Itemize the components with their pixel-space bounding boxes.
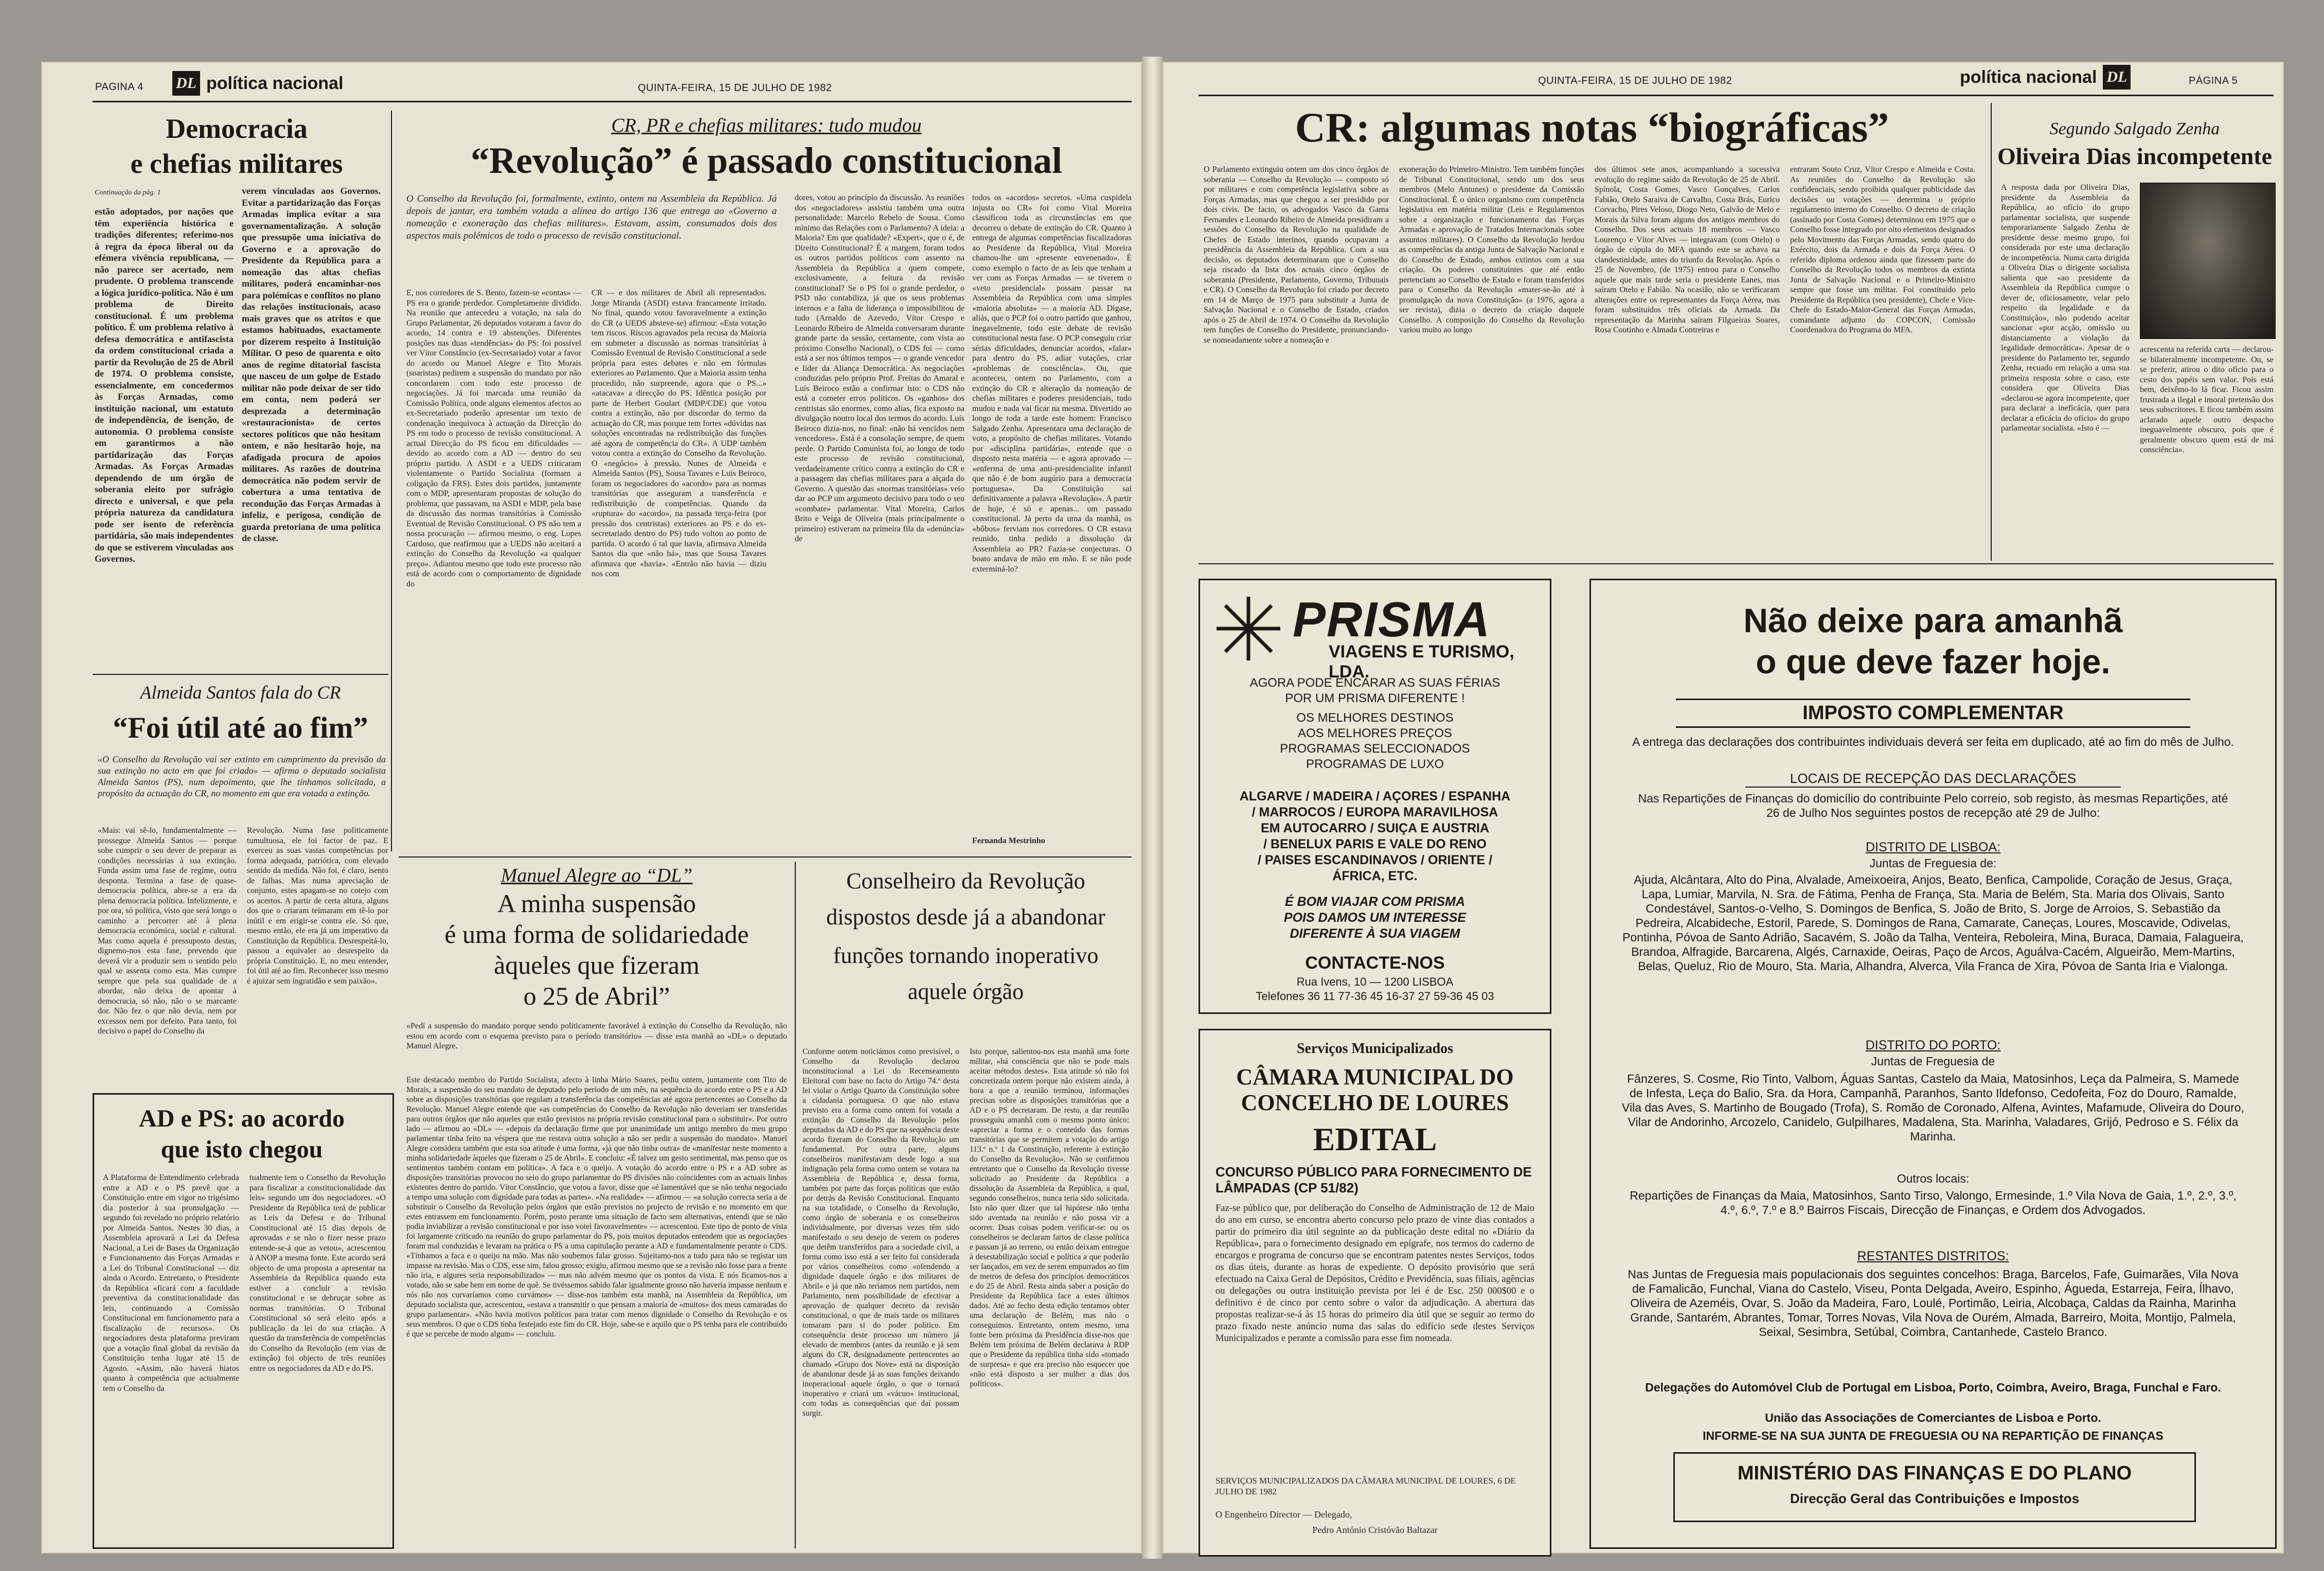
imposto-uniao: União das Associações de Comerciantes de Lisboa e Porto.	[1765, 1411, 2101, 1424]
prisma-address: Rua Ivens, 10 — 1200 LISBOA	[1296, 975, 1454, 988]
conselheiro-headline-2: dispostos desde já a abandonar	[826, 904, 1105, 930]
camara-title-2: CONCELHO DE LOURES	[1241, 1090, 1509, 1115]
prisma-contact: CONTACTE-NOS	[1305, 953, 1445, 973]
zenha-col-1: A resposta dada por Oliveira Dias, presidente da Assembleia da República, ao ofício do grupo parlamentar socialista, que suspende temporariamente Salgado Zenha de presidente desse mesmo grupo, foi considerada por este uma declaração de incompetência. Numa carta dirigida a Oliveira Dias o dirigente socialista salienta que «ao presidente da Assembleia da República cumpre o dever de, oficiosamente, velar pelo respeito da legalidade e da Constituição», não podendo aceitar sancionar «por acção, omissão ou distanciamento a violação da legalidade democrática». Apesar de o presidente do Parlamento ter, segundo Zenha, recuado em relação a uma sua primeira resposta sobre o caso, este considera que Oliveira Dias «declarou-se agora incompetente, quer para declarar a ineficácia, quer para declarar a eficácia do ofício» do grupo parlamentar socialista. «Isto é —	[2001, 183, 2130, 433]
dl-logo: DL	[2103, 65, 2131, 90]
prisma-slogan: É BOM VIAJAR COM PRISMA POIS DAMOS UM INTERESSE DIFERENTE À SUA VIAGEM	[1283, 895, 1467, 941]
revolucao-col-4: todos os «acordos» secretos. «Uma cuspidela injusta no CR» foi como Vital Moreira classificou toda as circunstâncias em que decorreu o debate de extinção do CR. Quanto à entrega de algumas competências fiscalizadoras ao Presidente da República, Vital Moreira chamou-lhe um «presente envenenado». É como exemplo o facto de as leis que tenham a ver com as Forças Armadas — se tiverem o «veto presidencial» possam passar na Assembleia da República com uma simples «maioria absoluta» — a maioria AD. Digase, aliás, que o PCP foi o outro partido que ganhou, inegavelmente, todo este debate de revisão constitucional nesta fase. O PCP conseguiu criar sérias dificuldades, denunciar acordos, «falar» para dentro do PS, adiar votações, criar «problemas de consciência». Ou, que aconteceu, ontem no Parlamento, com a extinção do CR e alteração da nomeação de chefias militares e poderes presidenciais, tudo mudou e nada vai ficar na mesma. Divertido ao longo de toda a tarde este homem: Francisco Salgado Zenha. Apresentara uma declaração de voto, a propósito de chefias militares. Votando por «disciplina partidária», entende que o disposto nesta matéria — e agora aprovado — «enferma de uma anti-presidencialite infantil que não é de bom augúrio para a democracia portuguesa». Da Constituição sai definitivamente a palavra «Revolução». A partir de hoje, é só e apenas... um passado constitucional. Já perto da uma da manhã, os «bôbos» ferviam nos corredores. O CR estava reunido, tinha pedido a dissolução da Assembleia ao PR? Fazia-se conjecturas. O boato andava de mão em mão. E se não pode exterminá-lo?	[972, 193, 1132, 574]
imposto-title: IMPOSTO COMPLEMENTAR	[1676, 699, 2190, 728]
dl-logo: DL	[172, 71, 200, 96]
revolucao-byline: Fernanda Mestrinho	[972, 836, 1045, 845]
left-top-rule	[93, 101, 1132, 102]
camara-edital: EDITAL	[1313, 1121, 1437, 1157]
restantes-title: RESTANTES DISTRITOS:	[1857, 1249, 2009, 1263]
lisboa-sub: Juntas de Freguesia de:	[1869, 856, 1997, 870]
camara-sign-3: Pedro António Cristóvão Baltazar	[1312, 1525, 1438, 1535]
conselheiro-headline-3: funções tornando inoperativo	[833, 943, 1099, 968]
imposto-headline-2: o que deve fazer hoje.	[1756, 642, 2111, 681]
prisma-phones: Telefones 36 11 77-36 45 16-37 27 59-36 45 03	[1256, 990, 1494, 1003]
col-divider	[1991, 103, 1992, 561]
restantes-list: Nas Juntas de Freguesia mais populacionais dos seguintes concelhos: Braga, Barcelos, Fafe, Guimarães, Vila Nova de Famalicão, Funchal, Viana do Castelo, Viseu, Ponta Delgada, Aveiro, Espinho, Águeda, Estarreja, Feira, Ílhavo, Oliveira de Azeméis, Ovar, S. João da Madeira, Faro, Loulé, Portimão, Leiria, Alcobaça, Caldas da Rainha, Marinha Grande, Santarém, Abrantes, Tomar, Torres Novas, Vila Nova de Ourém, Almada, Barreiro, Moita, Montijo, Palmela, Seixal, Sesimbra, Setúbal, Coimbra, Cantanhede, Castelo Branco.	[1628, 1267, 2239, 1338]
camara-body: Faz-se público que, por deliberação do Conselho de Administração de 12 de Maio do ano em curso, se encontra aberto concurso pelo prazo de vinte dias contados a partir do primeiro dia útil seguinte ao da publicação deste edital no «Diário da República», para o fornecimento designado em epígrafe, nos termos do caderno de encargos e programa de concurso que se encontram patentes nestes Serviços, todos os dias úteis, durante as horas de expediente. O depósito provisório que será efectuado na Caixa Geral de Depósitos, Crédito e Previdência, suas filiais, agências ou delegações ou outra instituição prevista por lei é de Esc. 250 000$00 e o definitivo é de cinco por cento sobre o valor da adjudicação. A abertura das propostas realizar-se-á às 15 horas do primeiro dia útil que se seguir ao termo do prazo fixado neste anúncio numa das salas do edifício sede destes Serviços Municipalizados e perante a comissão para esse fim nomeada.	[1215, 1203, 1534, 1344]
zenha-kicker: Segundo Salgado Zenha	[2049, 119, 2220, 138]
revolucao-col-2: CR — e dos militares de Abril ali representados. Jorge Miranda (ASDI) estava francamente irritado. No final, quando votou favoravelmente a extinção do CR (a UEDS absteve-se) afirmou: «Esta votação tem riscos. Riscos agravados pela recusa da Maioria em submeter a discussão as normas transitórias à Comissão Eventual de Revisão Constitucional a sede própria para estes debates e não em fórmulas exteriores ao Parlamento. Que a Maioria assim tenha procedido, não surpreende, agora que o PS...» «atacava» a direcção do PS. Idêntica posição por parte de Herbert Goulart (MDP/CDE) que votou contra a extinção, não por discordar do termo da actuação do CR, mas porque tem fortes «dúvidas nas soluções encontradas na redistribuição das funções até agora de competência do CR». A UDP também votou contra a extinção do Conselho da Revolução. O «negócio» à pressão. Nunes de Almeida e Almeida Santos (PS), Sousa Tavares e Luís Beiroco, foram os negociadores do «acordo» para as normas transitórias que asseguram a transferência e redistribuição de competências. Quando da «ruptura» do «acordo», na passada terça-feira (por pressão dos centristas) exteriores ao PS e do ex-secretariado dentro do PS) tudo voltou ao ponto de partida. O acordo ó tal que havia, afirmava Almeida Santos dia que «não há», mas que Sousa Tavares afirmava que «havia». «Entrão não havia — diziu nos com	[592, 289, 766, 578]
alegre-headline-4: o 25 de Abril”	[523, 981, 670, 1010]
ad-ps-col-1: A Plataforma de Entendimento celebrada entre a AD e o PS prevê que a Constituição entre em vigor no trigésimo dia posterior à sua promulgação — segundo foi revelado no próprio relatório por Almeida Santos. Nestes 30 dias, a Assembleia aprovará a Lei da Defesa Nacional, a Lei de Bases da Organização e Funcionamento das Forças Armadas e a Lei do Tribunal Constitucional — diz ainda o Acordo. Entretanto, o Presidente da República «ficará com a faculdade preventiva da constitucionalidade das leis, continuando a Comissão Constitucional em funcionamento para a fiscalização de recursos». Os negociadores desta plataforma previram que a votação final global da revisão da Constituição tenha lugar até 15 de Agosto. «Assim, não haverá hiatos quanto à competência que actualmente tem o Conselho da	[103, 1173, 239, 1393]
prisma-subtitle: VIAGENS E TURISMO, LDA.	[1329, 642, 1514, 682]
imposto-informe: INFORME-SE NA SUA JUNTA DE FREGUESIA OU NA REPARTIÇÃO DE FINANÇAS	[1703, 1429, 2164, 1442]
camara-loures-edital	[1199, 1029, 1551, 1557]
almeida-lead: «O Conselho da Revolução vai ser extinto em cumprimento da previsão da sua extinção no acto em que foi criado» — afirma o deputado socialista Almeida Santos (PS), num depoimento, que lhe tínhamos solicitado, a propósito da actuação do CR, no momento em que era votada a extinção.	[98, 754, 386, 798]
conselheiro-headline-4: aquele órgão	[907, 979, 1024, 1004]
camara-concurso: CONCURSO PÚBLICO PARA FORNECIMENTO DE LÂMPADAS (CP 51/82)	[1215, 1164, 1532, 1195]
left-section-header	[172, 71, 343, 96]
right-top-rule	[1199, 95, 2274, 96]
revolucao-headline: “Revolução” é passado constitucional	[470, 140, 1063, 181]
prisma-intro: AGORA PODE ENCARAR AS SUAS FÉRIAS POR UM PRISMA DIFERENTE ! OS MELHORES DESTINOS AOS MELHORES PREÇOS PROGRAMAS SELECCIONADOS PROGRAMAS DE LUXO	[1249, 676, 1500, 771]
imposto-locais: LOCAIS DE RECEPÇÃO DAS DECLARAÇÕES	[1745, 771, 2121, 788]
lisboa-title: DISTRITO DE LISBOA:	[1865, 840, 2001, 854]
right-section-header	[1960, 65, 2131, 90]
ad-ps-headline-2: que isto chegou	[160, 1136, 323, 1163]
camara-top: Serviços Municipalizados	[1296, 1041, 1454, 1057]
democracia-headline-2: e chefias militares	[130, 148, 343, 179]
porto-sub: Juntas de Freguesia de	[1871, 1055, 1995, 1068]
zenha-portrait-photo	[2140, 183, 2276, 339]
revolucao-col-3: dores, votou ao princípio da discussão. As reuniões dos «negociadores» assistiu também uma outra personalidade: Marcelo Rebelo de Sousa. Como mínimo das Relações com o Parlamento? A ideia: a Maioria? Em que qualidade? «Expert», que o é, de Direito Constitucional? É a margem, foram todos os outros partidos políticos com assento na Assembleia da República a quem compete, exclusivamente, a feitura da revisão constitucional? Se o PS foi o grande perdedor, o PSD não contabiliza, já que os seus problemas internos e a falta de liderança o impossibilitou de tudo (Arnaldo de Azevedo, Vítor Crespo e Leonardo Ribeiro de Almeida conversaram durante grande parte da sessão, certamente, com vista ao próximo Conselho Nacional), o CDS foi — como está a ser nos últimos tempos — o grande vencedor e líder da Aliança Democrática. As negociações conduzidas pelo próprio Prof. Freitas do Amaral e Luís Beiroco estão a confirmar isto: o CDS não está a cometer erros políticos. Os «ganhos» dos centristas são enormes, como alias, fica exposto na divulgação noutro local dos termos do acordo. Luís Beiroco dizia-nos, no final: «não há vencidos nem vencedores». Está é a consolação sempre, de quem perde. O Partido Comunista foi, ao longo de todo este processo de revisão constitucional, verdadeiramente crítico contra a extinção do CR e a passagem das chefias militares para a alçada do Governo. A questão das «normas transitórias» veio dar ao PCP um argumento decisivo para todo o seu «combate» parlamentar. Vital Moreira, Carlos Brito e Veiga de Oliveira (mais principalmente o primeiro) estiveram na primeira fila da «denúncia» de	[795, 193, 964, 543]
lisboa-list: Ajuda, Alcântara, Alto do Pina, Alvalade, Ameixoeira, Anjos, Beato, Benfica, Campolide, Coração de Jesus, Graça, Lapa, Lumiar, Marvila, N. Sra. de Fátima, Penha de França, Sta. Maria de Belém, Sta. Maria dos Olivais, Santo Condestável, Santos-o-Velho, S. Domingos de Benfica, S. João de Brito, S. Jorge de Arroios, S. Sebastião da Pedreira, Alcabideche, Estoril, Parede, S. Domingos de Rana, Camarate, Caneças, Loures, Moscavide, Odivelas, Pontinha, Póvoa de Santo Adrião, Sacavém, S. João da Talha, Venteira, Reboleira, Mina, Buraca, Damaia, Falagueira, Brandoa, Alfragide, Barcarena, Algés, Carnaxide, Oeiras, Paço de Arcos, Aguálva-Cacém, Algueirão, Mem-Martins, Belas, Queluz, Rio de Mouro, Sta. Maria, Alhandra, Alverca, Vila Franca de Xira, Póvoa de Santa Iria e Vialonga.	[1622, 873, 2244, 973]
alegre-body: Este destacado membro do Partido Socialista, afecto à linha Mário Soares, pediu ontem, juntamente com Tito de Morais, a suspensão do seu mandato de deputado pelo período de um mês, na sequência do acordo entre o PS e a AD sobre as disposições transitórias que regulam a transferência das competências até agora pertencentes ao Conselho da Revolução. Manuel Alegre entende que «as competências do Conselho da Revolução não deveriam ser transferidas para outros órgãos que não aqueles que estão previstos na própria revisão constitucional para o substituir». Por outro lado — afirmou ao «DL» — «depois da declaração firme que por unanimidade um antigo membro do meu grupo parlamentar tinha feito na véspera que me restava outra solução a não ser pedir a suspensão do mandato». Manuel Alegre considera também que esta sua atitude é uma forma, «já que não tinha outra» de «manifestar neste momento a minha solidariedade àqueles que fizeram o 25 de Abril». E concluiu: «É talvez um gesto sentimental, mas penso que os sentimentos também contam em política». A faca e o queijo. A votação do acordo entre o PS e a AD sobre as disposições transitórias provocou no seio do grupo parlamentar do PS divisões não coincidentes com as actuais linhas existentes dentro do partido. Vítor Constâncio, que votou a favor, disse que «é lamentável que se não tenha negociado a tempo uma solução com dignidade para todas as partes». «Na realidade» — afirmou — «a solução correcta seria a de substituir o Conselho da Revolução pelos órgãos que estão previstos no projecto de revisão e no momento em que estes entrassem em funcionamento. Porém, posto perante uma situação de facto sem alternativas, entendi que se não podia inviabilizar a revisão constitucional e por isso votei favoravelmente» — acrescentou. Este tipo de ponto de vista foi largamente criticado na reunião do grupo parlamentar do PS, pois muitos deputados entendem que as negociações foram mal conduzidas e levaram na prática o PS a uma capitulação perante a AD e fundamentalmente perante o CDS. «Tínhamos a faca e o queijo na mão. Mas não soubemos falar grosso. Sujeitamo-nos a tudo para não se registar um impasse na revisão. Mas o CDS, esse sim, falou grosso; exigiu, afirmou mesmo que se a revisão não fosse para a frente não iria, e algures seria responsabilizado» — mas não advém mesmo que os pontos da vista. E nós ficamos-nos a votado, não se sabe bem em nome de quê. Se tivéssemos sabido falar igualmente grosso não haveria impasse nenhum e nós não nos curvaríamos como curvámos» — disse-nos também esta manhã, na Assembleia da República, um deputado socialista que, acrescentou, «estava a transmitir o que pensam a maioria de «muitos» dos meus camaradas do grupo parlamentar». «Não havia motivos políticos para tratar com menos dignidade o Conselho da Revolução e os seus membros. O que o CDS tinha festejado este fim do CR. Hoje, sabe-se e aquilo que o PS tenha para ele contribuído é que se percebe de modo algum» — concluiu.	[406, 1076, 787, 1338]
democracia-col-2: verem vinculadas aos Governos. Evitar a partidarização das Forças Armadas implica evitar a sua governamentalização. A solução que pressupõe uma iniciativa do Governo e a aprovação do Presidente da República para a nomeação das altas chefias militares, poderá encaminhar-nos para polémicas e conflitos no plano das relações institucionais, acaso mais graves que os atritos e que estamos habituados, exactamente por dizerem respeito à Instituição Militar. O peso de quarenta e oito anos de regime ditatorial fascista que nasceu de um golpe de Estado militar não pode deixar de ser tido em conta, nem poderá ser desprezada a determinação «restauracionista» de certos sectores políticos que não hesitam ontem, e não hesitarão hoje, na afadigada procura de apoios militares. As razões de doutrina democrática não podem servir de cobertura a uma tentativa de recondução das Forças Armadas à infeliz, e perigosa, condição de guarda pretoriana de uma política de classe.	[242, 186, 381, 543]
rule	[1199, 563, 2274, 564]
cr-col-4: entraram Souto Cruz, Vítor Crespo e Almeida e Costa. As reuniões do Conselho da Revolução são confidenciais, sendo proibida qualquer publicidade das decisões ou votações — determina o próprio regulamento interno do Conselho. O decreto de criação (assinado por Costa Gomes) determinou em 1975 que o Conselho fosse integrado por oito elementos designados pelo Movimento das Forças Armadas, sendo quatro do Exército, dois da Armada e dois da Força Aérea. O referido diploma ordenou ainda que fizessem parte do Conselho da Revolução todos os membros da extinta Junta de Salvação Nacional e o Primeiro-Ministro sempre que fosse um militar. Foi constituído pelo Presidente da República (seu presidente), Chefe e Vice-Chefe do Estado-Maior-General das Forças Armadas, comandante adjunto do COPCON, Comissão Coordenadora do Programa do MFA.	[1790, 165, 1975, 334]
right-folio: PÁGINA 5	[2189, 75, 2238, 86]
left-date: QUINTA-FEIRA, 15 DE JULHO DE 1982	[638, 82, 832, 94]
porto-title: DISTRITO DO PORTO:	[1865, 1038, 2001, 1052]
cr-col-2: exoneração do Primeiro-Ministro. Tem também funções de Tribunal Constitucional, sendo um dos seus membros (Melo Antunes) o presidente da Comissão Constitucional. É o único organismo com competência legislativa em matéria militar (Leis e Regulamentos sobre a organização e funcionamento das Forças Armadas e aprovação de Tratados Internacionais sobre assuntos militares). O Conselho da Revolução herdou as competências da antiga Junta de Salvação Nacional e do Conselho de Estado, ambos extintos com a sua criação. Os poderes constituintes que até então pertenciam ao Conselho de Estado e foram transferidos para o Conselho da Revolução «mater-se-ão até à promulgação da nova Constituição» (a 1976, agora a ser revista), dizia o decreto da criação daquele Conselho. A composição do Conselho da Revolução variou muito ao longo	[1399, 165, 1584, 334]
zenha-col-2: acrescenta na referida carta — declarou-se bilateralmente incompetente. Ou, se se preferir, atirou o dito ofício para o cesto dos papéis sem valor. Pois está bem, deixêmo-lo lá ficar. Ficou assim frustrada a ilegal e imoral pretensão dos seus subscritores. E ficou também assim aclarado aquele outro despacho ineguavelmente obscuro, pois que é geralmente obscuro quem está de má consciência».	[2140, 345, 2274, 454]
ad-ps-col-2: tualmente tem o Conselho da Revolução para fiscalizar a constitucionalidade das leis» segundo um dos negociadores. «O Presidente da República terá de publicar as Leis da Defesa e do Tribunal Constitucional até 15 dias depois de aprovadas e se não o fizer nesse prazo entende-se-á que as vetou», acrescentou à ANOP a mesma fonte. Este acordo será objecto de uma proposta a apresentar na Assembleia da República quando esta estiver a concluir a revisão constitucional e se debruçar sobre as normas transitórias. O Tribunal Constitucional só será eleito após a publicação da lei do sua criação. A questão da transferência de competências do Conselho da Revolução (em vias de extinção) foi objecto de três reuniões entre os negociadores da AD e do PS.	[249, 1173, 386, 1373]
conselheiro-col-2: Isto porque, salientou-nos esta manhã uma forte militar, «há consciência que não se pode mais aceitar métodos destes». Esta atitude só não foi concretizada ontem porque não existem ainda, à hora a que a reunião terminou, informações precisas sobre as disposições transitórias que a AD e o PS decretaram. De resto, a dar reunião prosseguiu amanhã com o mesmo ponto único: «apreciar a forma e o conteúdo das formas transitórias que se permitem a votação do artigo 113.º n.º 1 da Constituição, referente à extinção do Conselho da Revolução». Não se confirmou entretanto que o Conselho da Revolução tivesse solicitado ao Presidente da República a dissolução da Assembleia da República, a qual, segundo conselheiros, nunca teria sido solicitada. Isto não quer dizer que tal hipótese não tenha sido aventada na reunião e não possa vir a ocorrer. Duas coisas podem verificar-se: ou os conselheiros se declaram fartos de classe política e passam já ao terreno, ou então deixam entregue à desestabilização social e política a que poderão ser lançados, em vez de serem empurrados ao fim de metros de defesa dos princípios democráticos e do 25 de Abril. Resta ainda saber a posição do Presidente da República face a estes últimos dados. Até ao fecho desta edição tentamos obter uma declaração de Belém, mas não o conseguimos. Entretanto, ontem mesmo, uma fonte bem próxima da Presidência disse-nos que Belém tem próxima de Belém declarava à RDP que o Presidente da república tinha sido «tomado de surpresa» e que era preciso não esquecer que «não está disposto a ser mulher a dias dos políticos».	[970, 1047, 1129, 1388]
prisma-advertisement	[1199, 579, 1551, 1014]
democracia-col-1: estão adoptados, por nações que têm experiência histórica e tradições diferentes; referimo-nos à regra da época liberal ou da efémera vivência republicana, — não parece ser acertado, nem prudente. O problema transcende a lógica jurídico-política. Não é um problema de Direito constitucional. É um problema político. É um problema relativo à defesa democrática e antifascista da ordem constitucional criada a partir da Revolução de 25 de Abril de 1974. O problema consiste, essencialmente, em concedermos às Forças Armadas, como instituição nacional, um estatuto de independência, de isenção, de autonomia. O problema consiste em garantirmos a não partidarização das Forças Armadas. As Forças Armadas dependendo de um órgão de soberania eleito por sufrágio directo e universal, e que pela própria natureza da candidatura pode ser isento de referência partidária, são mais independentes do que se estiverem vinculadas aos Governos.	[95, 206, 234, 564]
almeida-col-1: «Mais: vai sê-lo, fundamentalmente — prossegue Almeida Santos — porque sobe cumprir o seu dever de preparar as condições necessárias à sua extinção. Funda assim uma fase de regime, outra desponta. Termina a fase de quase-democracia política, abre-se a era da plena democracia política. Infelizmente, e por ora, só política, visto que será longo o caminho a percorrer até à plena democracia económica, social e cultural. Mas como aquela é pressuposto destas, dignemo-nos esta fase, prevendo que deverá vir a produzir sem o sentido pelo qual se assenta como esta. Mas cumpre sempre que pela sua qualidade de a abordar, não deixa de apontar à democracia, só não, não o se marcante dor. Não fez o que não devia, nem por excessos nem por defeito. Para tanto, foi decisivo o papel do Conselho da	[98, 826, 237, 1036]
revolucao-lead: O Conselho da Revolução foi, formalmente, extinto, ontem na Assembleia da República. Já depois de jantar, era também votada a alínea do artigo 136 que entrega ao «Governo a nomeação e exoneração das chefias militares». Estavam, assim, consumados dois dos aspectos mais polémicos de todo o processo de revisão constitucional.	[406, 193, 777, 241]
porto-list: Fânzeres, S. Cosme, Rio Tinto, Valbom, Águas Santas, Castelo da Maia, Matosinhos, Leça da Palmeira, S. Mamede de Infesta, Leça do Balio, Sra. da Hora, Campanhã, Paranhos, Santo Ildefonso, Cedofeita, Foz do Douro, Ramalde, Vila das Aves, S. Martinho de Bougado (Trofa), S. Romão de Coronado, Alfena, Avintes, Mafamude, Oliveira do Douro, Vilar de Andorinho, Arcozelo, Canidelo, Gulpilhares, Madalena, Sta. Marinha, Valadares, Grijó, Pedroso e S. Félix da Marinha.	[1622, 1072, 2244, 1143]
prisma-star-icon	[1212, 593, 1284, 665]
alegre-headline-3: àqueles que fizeram	[494, 951, 700, 979]
imposto-ministerio: MINISTÉRIO DAS FINANÇAS E DO PLANO	[1737, 1462, 2132, 1484]
prisma-destinations: ALGARVE / MADEIRA / AÇORES / ESPANHA / MARROCOS / EUROPA MARAVILHOSA EM AUTOCARRO / SUIÇA E AUSTRIA / BENELUX PARIS E VALE DO RENO / PAISES ESCANDINAVOS / ORIENTE / ÁFRICA, ETC.	[1239, 789, 1511, 883]
page-gutter	[1142, 57, 1163, 1559]
revolucao-kicker: CR, PR e chefias militares: tudo mudou	[611, 115, 922, 136]
alegre-lead: «Pedi a suspensão do mandato porque sendo politicamente favorável à extinção do Conselho da Revolução, não estou em acordo com o esquema previsto para o período transitório» — disse esta manhã ao «DL» o deputado Manuel Alegre.	[406, 1022, 787, 1050]
rule	[93, 674, 388, 675]
imposto-headline-1: Não deixe para amanhã	[1743, 601, 2123, 639]
zenha-headline: Oliveira Dias incompetente	[1997, 143, 2272, 169]
almeida-headline: “Foi útil até ao fim”	[113, 711, 368, 744]
rule	[399, 856, 1132, 858]
imposto-locais-text: Nas Repartições de Finanças do domicílio do contribuinte Pelo correio, sob registo, às mesmas Repartições, até 26 de Julho Nos seguintes postos de recepção até 29 de Julho:	[1638, 792, 2228, 819]
cr-col-3: dos últimos sete anos, acompanhando a sucessiva evolução do regime saído da Revolução de 25 de Abril. Spínola, Costa Gomes, Vasco Gonçalves, Carlos Fabião, Otelo Saraiva de Carvalho, Costa Brás, Eurico Corvacho, Pires Veloso, Diogo Neto, Galvão de Melo e Morais da Silva foram alguns dos antigos membros do Conselho. Dos seus actuais 18 membros — Vasco Lourenço e Vítor Alves — integravam (com Otelo) o órgão de cúpula do MFA quando este se achava na clandestinidade, antes do triunfo da Revolução. Após o 25 de Novembro, (de 1975) entrou para o Conselho aquele que mais tarde seria o presidente Eanes, mas saíram Otelo e Fabião. Na ocasião, não se verificaram alterações entre os representantes da Força Aérea, mas foram substituídos três oficiais da Armada. Da representação da Marinha saíram Filgueiras Soares, Rosa Coutinho e Almada Contreiras e	[1595, 165, 1780, 334]
ad-ps-headline-1: AD e PS: ao acordo	[139, 1105, 345, 1132]
cr-headline: CR: algumas notas “biográficas”	[1295, 104, 1889, 151]
col-divider	[795, 862, 796, 1548]
outros-list: Repartições de Finanças da Maia, Matosinhos, Santo Tirso, Valongo, Ermesinde, 1.º Vila Nova de Gaia, 1.º, 2.º, 3.º, 4.º, 6.º, 7.º e 8.º Bairros Fiscais, Direcção de Finanças, e Ordem dos Advogados.	[1630, 1189, 2237, 1217]
almeida-col-2: Revolução. Numa fase politicamente tumultuosa, ele foi factor de paz. E exerceu as suas vastas competências por forma adequada, patriótica, com elevado sentido da medida. Não foi, é claro, isento de falhas. Mas numa apreciação de conjunto, estes apagam-se no cotejo com os acertos. A partir de certa altura, alguns dos que o criaram teimaram em tê-lo por inútil e em erigir-se contra ele. Só que, mesmo então, ele era já um imperativo da Constituição da República. Desrespeitá-lo, passou a equivaler ao desrespeito da própria Constituição. E, no meu entender, foi útil até ao fim. Reconhecer isso mesmo é ajuizar sem ingratidão e sem paixão».	[247, 826, 388, 986]
outros-title: Outros locais:	[1897, 1172, 1970, 1185]
prisma-logo-text: PRISMA	[1293, 592, 1491, 647]
conselheiro-col-1: Conforme ontem noticiámos como previsível, o Conselho da Revolução declarou inconstitucional a Lei do Recenseamento Eleitoral com base no facto do Artigo 74.º desta lei violar o Artigo Quarto da Constituição sobre a cidadania portuguesa. O que não estava previsto era a forma como ontem foi votada a extinção do Conselho da Revolução pelos deputados da AD e do PS que na sequência deste acordo fizeram do Conselho da Revolução um fundamental. Por outra parte, alguns conselheiros manifestavam desde logo a sua indignação pela forma como ontem se votara na Assembleia de República e, dessa forma, também por parte das forças políticas que estão por detrás da Revisão Constitucional. Enquanto na sua totalidade, o Conselho da Revolução, como órgão de soberania e os conselheiros individualmente, por diversas vezes têm sido manifestado o seu desejo de verem os poderes que detêm transferidos para a sociedade civil, a forma como isso está a ser feito foi considerada por vários conselheiros como «ofendendo a dignidade daquele órgão e dos militares de Abril» e já que não teríamos nem partidos, nem Parlamento, nem possibilidade de efectivar a aprovação de qualquer decreto da revisão constitucional, o que de mais tarde os militares tomaram para si do poder político. Em consequência deste processo um número já elevado de membros (antes da reunião e já sem alguns do CR, designadamente pertencentes ao chamado «Grupo dos Nove» está na disposição de abandonar desde já as suas funções deixando inoperacional aquele órgão, o que o tornará inoperativo e criará um «vácuo» institucional, com todas as consequências que daí possam surgir.	[802, 1047, 959, 1418]
camara-sign-1: SERVIÇOS MUNICIPALIZADOS DA CÂMARA MUNICIPAL DE LOURES, 6 DE JULHO DE 1982	[1215, 1476, 1516, 1496]
conselheiro-headline-1: Conselheiro da Revolução	[846, 868, 1085, 894]
left-section-title: política nacional	[206, 73, 344, 93]
imposto-intro: A entrega das declarações dos contribuintes individuais deverá ser feita em duplicado, até ao fim do mês de Julho.	[1632, 735, 2234, 748]
democracia-continued: Continuação da pág. 1	[95, 189, 161, 197]
alegre-headline-1: A minha suspensão	[497, 889, 696, 918]
camara-sign-2: O Engenheiro Director — Delegado,	[1215, 1509, 1352, 1520]
right-date: QUINTA-FEIRA, 15 DE JULHO DE 1982	[1538, 75, 1732, 86]
imposto-complementar-ad	[1589, 579, 2277, 1549]
revolucao-col-1: E, nos corredores de S. Bento, fazem-se «contas» — PS era o grande perdedor. Completamente dividido. Na reunião que antecedeu a votação, na sala do Grupo Parlamentar, 26 deputados votaram a favor do acordo, 14 contra e 19 abstenções. Diferentes posições nas duas «tendências» do PS: foi possível ver Vítor Constâncio (ex-Secretariado) votar a favor do acordo ou Manuel Alegre e Tito Morais (soaristas) pedirem a suspensão do mandato por não concordarem com todo este processo de negociações. Já foi marcada uma reunião da Comissão Política, onde alguns elementos afectos ao ex-Secretariado poderão apresentar um texto de condenação inequívoca à actuação da Direcção do PS em todo o processo de revisão constitucional. A actual Direcção do PS ficou em dificuldades — devido ao acordo com a AD — dentro do seu próprio partido. A ASDI e a UEDS criticaram violentamente o Partido Socialista (formam a coligação da FRS). Estes dois partidos, juntamente com o MDP, apresentaram propostas de solução do problema, que passavam, na ASDI e MDP, pela base da discussão das normas transitórias à Comissão Eventual de Revisão Constitucional. O PS não tem a nossa procuração — afirmou mesmo, o eng. Lopes Cardoso, que reafirmou que a UEDS não aceitará a extinção do Conselho da Revolução «a qualquer preço». Adiantou mesmo que todo este processo não está de acordo com o comportamento de dignidade do	[406, 289, 581, 588]
imposto-delegacoes: Delegações do Automóvel Club de Portugal em Lisboa, Porto, Coimbra, Aveiro, Braga, Funchal e Faro.	[1645, 1381, 2221, 1394]
alegre-kicker: Manuel Alegre ao “DL”	[500, 865, 693, 886]
democracia-headline-1: Democracia	[166, 113, 308, 144]
left-folio: PAGINA 4	[95, 81, 144, 93]
alegre-headline-2: é uma forma de solidariedade	[444, 920, 749, 949]
imposto-direccao: Direcção Geral das Contribuições e Impostos	[1790, 1491, 2080, 1506]
camara-title-1: CÂMARA MUNICIPAL DO	[1236, 1064, 1514, 1090]
almeida-kicker: Almeida Santos fala do CR	[140, 682, 341, 703]
cr-col-1: O Parlamento extinguiu ontem um dos cinco órgãos de soberania — Conselho da Revolução — composto só por militares e com competência legislativa sobre as Forças Armadas, mas que chegou a ser presidido por dois civis. De facto, os advogados Vasco da Gama Fernandes e Leonardo Ribeiro de Almeida presidiram a sessões do Conselho da Revolução na qualidade de Chefes de Estado interinos, quando ocupavam a presidência da Assembleia da República. Com a sua decisão, os deputados determinaram que o Conselho seja riscado da lista dos actuais cinco órgãos de soberania (Presidente, Parlamento, Governo, Tribunais e CR). O Conselho da Revolução foi criado por decreto em 14 de Março de 1975 para substituir a Junta de Salvação Nacional e o Conselho de Estado, criados após o 25 de Abril de 1974. O Conselho da Revolução tem funções de Conselho do Presidente, pronunciando-se nomeadamente sobre a nomeação e	[1204, 165, 1389, 345]
right-section-title: política nacional	[1960, 67, 2097, 87]
col-divider	[391, 111, 392, 851]
